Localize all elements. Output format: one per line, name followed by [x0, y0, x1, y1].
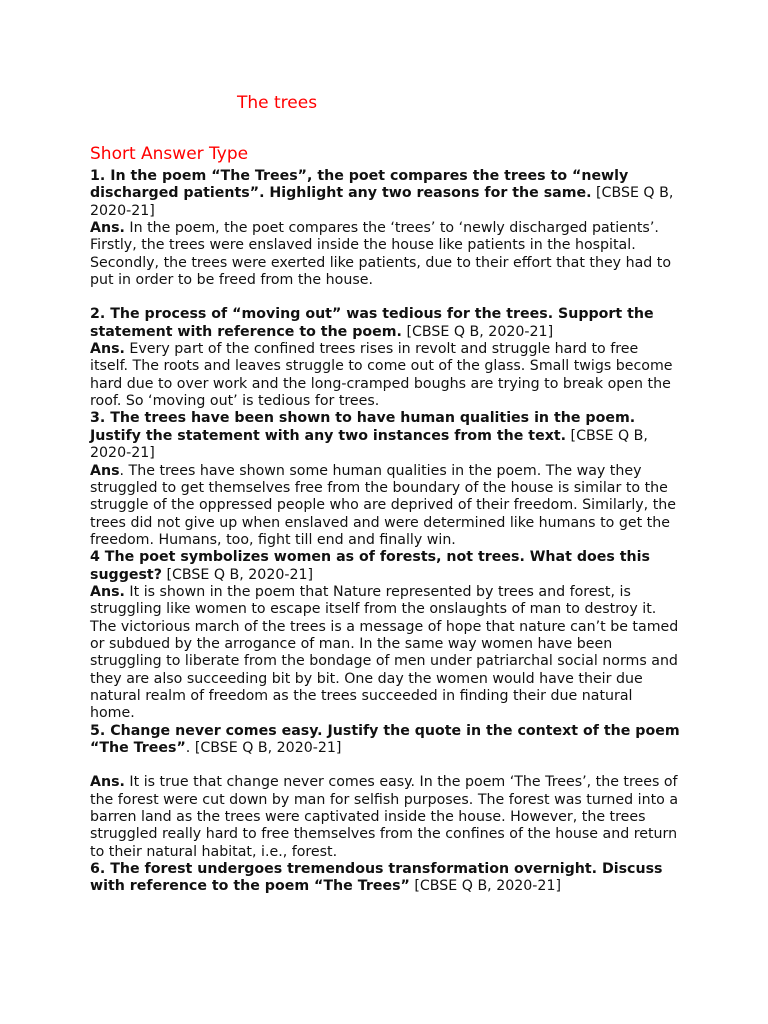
- document-body: [90, 143, 680, 896]
- question-5: [90, 723, 680, 758]
- question-1-text: 1. In the poem “The Trees”, the poet compares the trees to “newly discharged patients”. Highlight any two reasons for the same.: [90, 168, 629, 202]
- answer-4-text: It is shown in the poem that Nature represented by trees and forest, is struggling like women to escape itself from the onslaughts of man to destroy it. The victorious march of the trees is a message of hope that nature can’t be tamed or subdued by the arrogance of man. In the same way women have been struggling to liberate from the bondage of men under patriarchal social norms and they are also succeeding bit by bit. One day the women would have their due natural realm of freedom as the trees succeeded in finding their due natural home.: [90, 583, 679, 722]
- question-1-source: [CBSE Q B, 2020-21]: [90, 185, 674, 219]
- question-3-source: [CBSE Q B, 2020-21]: [90, 427, 648, 462]
- spacer: [90, 757, 680, 774]
- answer-1-text: In the poem, the poet compares the ‘trees’ to ‘newly discharged patients’. Firstly, the trees were enslaved inside the house like patients in the hospital. Secondly, the trees were exerted like patients, due to their effort that they had to put in order to be freed from the house.: [90, 220, 672, 289]
- question-2: [90, 306, 680, 341]
- question-4-text: 4 The poet symbolizes women as of forests, not trees. What does this suggest?: [90, 549, 650, 583]
- answer-5-label: Ans.: [90, 774, 125, 791]
- answer-1-label: Ans.: [90, 220, 125, 237]
- question-6-text: 6. The forest undergoes tremendous transformation overnight. Discuss with reference to the poem “The Trees”: [90, 861, 663, 895]
- question-6-source: [CBSE Q B, 2020-21]: [409, 878, 562, 895]
- answer-3-label: Ans: [90, 462, 120, 479]
- qa-item-5: [90, 723, 680, 861]
- document-title: The trees: [237, 93, 318, 113]
- answer-4-label: Ans.: [90, 583, 125, 600]
- question-3-text: 3. The trees have been shown to have human qualities in the poem. Justify the statement with any two instances from the text.: [90, 410, 636, 444]
- qa-item-3: [90, 410, 680, 549]
- section-heading: Short Answer Type: [90, 144, 249, 164]
- question-5-source: . [CBSE Q B, 2020-21]: [185, 740, 342, 756]
- qa-item-4: [90, 549, 680, 722]
- answer-1: [90, 220, 680, 289]
- answer-2: [90, 341, 680, 410]
- answer-5: [90, 774, 680, 861]
- answer-3-text: . The trees have shown some human qualities in the poem. The way they struggled to get themselves free from the boundary of the house is similar to the struggle of the oppressed people who are deprived of their freedom. Similarly, the trees did not give up when enslaved and were determined like humans to get the freedom. Humans, too, fight till end and finally win.: [90, 462, 676, 548]
- spacer: [90, 289, 680, 306]
- qa-item-1: [90, 168, 680, 289]
- question-4-source: [CBSE Q B, 2020-21]: [161, 566, 314, 583]
- question-1: [90, 168, 680, 220]
- question-6: [90, 861, 680, 896]
- question-2-text: 2. The process of “moving out” was tedious for the trees. Support the statement with reference to the poem.: [90, 306, 654, 340]
- answer-4: [90, 584, 680, 723]
- question-4: [90, 549, 680, 584]
- qa-item-2: [90, 306, 680, 410]
- qa-item-6: [90, 861, 680, 896]
- question-5-text: 5. Change never comes easy. Justify the quote in the context of the poem “The Trees”: [90, 722, 680, 756]
- answer-5-text: It is true that change never comes easy. In the poem ‘The Trees’, the trees of the forest were cut down by man for selfish purposes. The forest was turned into a barren land as the trees were captivated inside the house. However, the trees struggled really hard to free themselves from the confines of the house and return to their natural habitat, i.e., forest.: [90, 774, 679, 860]
- question-3: [90, 410, 680, 462]
- answer-2-label: Ans.: [90, 341, 125, 358]
- answer-3: [90, 463, 680, 550]
- answer-2-text: Every part of the confined trees rises in revolt and struggle hard to free itself. The roots and leaves struggle to come out of the glass. Small twigs become hard due to over work and the long-cramped boughs are trying to break open the roof. So ‘moving out’ is tedious for trees.: [90, 341, 673, 410]
- question-2-source: [CBSE Q B, 2020-21]: [401, 323, 554, 340]
